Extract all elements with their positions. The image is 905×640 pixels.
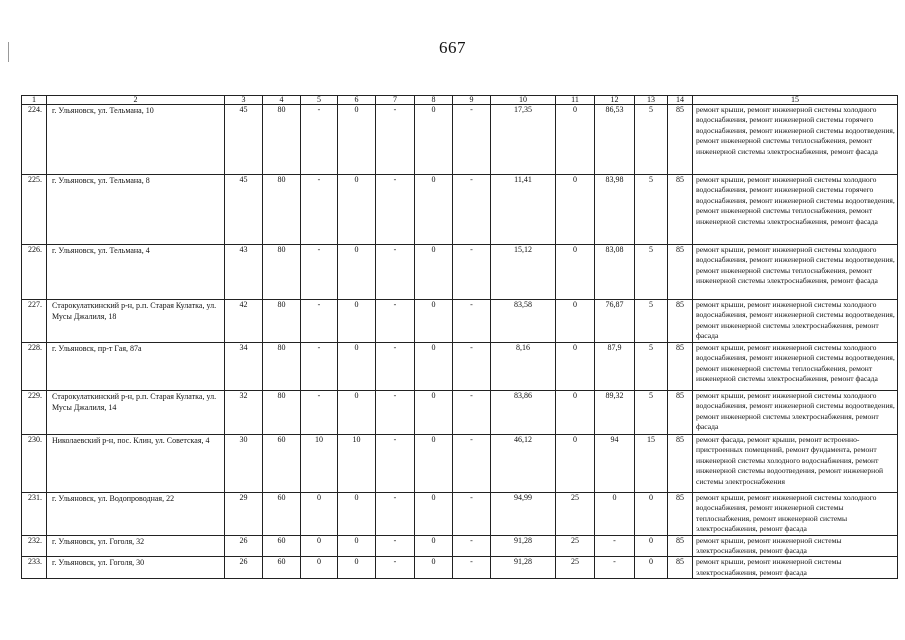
value-cell-col-7: - bbox=[376, 343, 415, 391]
value-cell-col-7: - bbox=[376, 245, 415, 300]
value-cell-col-7: - bbox=[376, 105, 415, 175]
value-cell-col-14: 85 bbox=[668, 175, 693, 245]
page-number: 667 bbox=[439, 38, 466, 57]
value-cell-col-13: 5 bbox=[635, 105, 668, 175]
works-cell: ремонт крыши, ремонт инженерной системы холодного водоснабжения, ремонт инженерной системы водоотведения, ремонт инженерной системы электроснабжения, ремонт фасада bbox=[693, 391, 898, 435]
value-cell-col-13: 0 bbox=[635, 493, 668, 536]
row-number-cell: 225. bbox=[22, 175, 47, 245]
value-cell-col-10: 83,58 bbox=[491, 300, 556, 343]
value-cell-col-13: 5 bbox=[635, 391, 668, 435]
value-cell-col-3: 43 bbox=[225, 245, 263, 300]
table-row bbox=[22, 493, 898, 536]
address-cell: г. Ульяновск, ул. Гоголя, 30 bbox=[47, 557, 225, 579]
table-row bbox=[22, 300, 898, 343]
value-cell-col-11: 25 bbox=[556, 535, 595, 557]
data-table bbox=[21, 95, 898, 579]
value-cell-col-14: 85 bbox=[668, 391, 693, 435]
value-cell-col-13: 0 bbox=[635, 557, 668, 579]
table-row bbox=[22, 175, 898, 245]
value-cell-col-5: - bbox=[301, 343, 338, 391]
value-cell-col-13: 5 bbox=[635, 300, 668, 343]
column-number-11: 11 bbox=[556, 96, 595, 105]
value-cell-col-6: 0 bbox=[338, 535, 376, 557]
table-row bbox=[22, 391, 898, 435]
works-cell: ремонт крыши, ремонт инженерной системы холодного водоснабжения, ремонт инженерной системы горячего водоснабжения, ремонт инженерной системы водоотведения, ремонт инженерной системы теплоснабжения, ремонт инженерной системы электроснабжения, ремонт фасада bbox=[693, 105, 898, 175]
value-cell-col-13: 5 bbox=[635, 343, 668, 391]
column-number-5: 5 bbox=[301, 96, 338, 105]
value-cell-col-10: 15,12 bbox=[491, 245, 556, 300]
table-row bbox=[22, 245, 898, 300]
address-cell: Старокулаткинский р-н, р.п. Старая Кулатка, ул. Мусы Джалиля, 14 bbox=[47, 391, 225, 435]
value-cell-col-9: - bbox=[453, 391, 491, 435]
value-cell-col-10: 83,86 bbox=[491, 391, 556, 435]
value-cell-col-5: 0 bbox=[301, 493, 338, 536]
value-cell-col-4: 80 bbox=[263, 245, 301, 300]
value-cell-col-6: 0 bbox=[338, 175, 376, 245]
value-cell-col-6: 0 bbox=[338, 343, 376, 391]
value-cell-col-8: 0 bbox=[415, 493, 453, 536]
value-cell-col-9: - bbox=[453, 300, 491, 343]
value-cell-col-14: 85 bbox=[668, 435, 693, 493]
value-cell-col-4: 80 bbox=[263, 105, 301, 175]
value-cell-col-12: 86,53 bbox=[595, 105, 635, 175]
address-cell: г. Ульяновск, пр-т Гая, 87а bbox=[47, 343, 225, 391]
address-cell: г. Ульяновск, ул. Гоголя, 32 bbox=[47, 535, 225, 557]
value-cell-col-12: 76,87 bbox=[595, 300, 635, 343]
value-cell-col-14: 85 bbox=[668, 493, 693, 536]
table-row bbox=[22, 105, 898, 175]
column-number-3: 3 bbox=[225, 96, 263, 105]
value-cell-col-14: 85 bbox=[668, 343, 693, 391]
value-cell-col-12: - bbox=[595, 557, 635, 579]
row-number-cell: 224. bbox=[22, 105, 47, 175]
value-cell-col-14: 85 bbox=[668, 535, 693, 557]
value-cell-col-5: - bbox=[301, 300, 338, 343]
column-number-14: 14 bbox=[668, 96, 693, 105]
value-cell-col-6: 0 bbox=[338, 105, 376, 175]
value-cell-col-4: 60 bbox=[263, 435, 301, 493]
value-cell-col-7: - bbox=[376, 300, 415, 343]
value-cell-col-4: 60 bbox=[263, 493, 301, 536]
value-cell-col-9: - bbox=[453, 557, 491, 579]
works-cell: ремонт крыши, ремонт инженерной системы холодного водоснабжения, ремонт инженерной системы теплоснабжения, ремонт инженерной системы электроснабжения, ремонт фасада bbox=[693, 493, 898, 536]
value-cell-col-12: 87,9 bbox=[595, 343, 635, 391]
table-row bbox=[22, 435, 898, 493]
column-number-2: 2 bbox=[47, 96, 225, 105]
value-cell-col-10: 17,35 bbox=[491, 105, 556, 175]
value-cell-col-10: 46,12 bbox=[491, 435, 556, 493]
value-cell-col-6: 0 bbox=[338, 557, 376, 579]
value-cell-col-13: 5 bbox=[635, 245, 668, 300]
value-cell-col-4: 80 bbox=[263, 343, 301, 391]
value-cell-col-12: 0 bbox=[595, 493, 635, 536]
value-cell-col-14: 85 bbox=[668, 245, 693, 300]
value-cell-col-11: 0 bbox=[556, 343, 595, 391]
table-row bbox=[22, 557, 898, 579]
value-cell-col-4: 60 bbox=[263, 535, 301, 557]
row-number-cell: 233. bbox=[22, 557, 47, 579]
value-cell-col-9: - bbox=[453, 175, 491, 245]
value-cell-col-7: - bbox=[376, 175, 415, 245]
column-number-9: 9 bbox=[453, 96, 491, 105]
value-cell-col-4: 80 bbox=[263, 175, 301, 245]
works-cell: ремонт крыши, ремонт инженерной системы холодного водоснабжения, ремонт инженерной системы горячего водоснабжения, ремонт инженерной системы водоотведения, ремонт инженерной системы теплоснабжения, ремонт инженерной системы электроснабжения, ремонт фасада bbox=[693, 175, 898, 245]
row-number-cell: 226. bbox=[22, 245, 47, 300]
value-cell-col-4: 80 bbox=[263, 300, 301, 343]
value-cell-col-3: 29 bbox=[225, 493, 263, 536]
row-number-cell: 230. bbox=[22, 435, 47, 493]
value-cell-col-8: 0 bbox=[415, 557, 453, 579]
value-cell-col-5: 0 bbox=[301, 557, 338, 579]
value-cell-col-5: - bbox=[301, 391, 338, 435]
value-cell-col-3: 45 bbox=[225, 105, 263, 175]
address-cell: Старокулаткинский р-н, р.п. Старая Кулатка, ул. Мусы Джалиля, 18 bbox=[47, 300, 225, 343]
value-cell-col-10: 8,16 bbox=[491, 343, 556, 391]
address-cell: г. Ульяновск, ул. Тельмана, 10 bbox=[47, 105, 225, 175]
value-cell-col-14: 85 bbox=[668, 557, 693, 579]
value-cell-col-8: 0 bbox=[415, 175, 453, 245]
row-number-cell: 227. bbox=[22, 300, 47, 343]
column-number-6: 6 bbox=[338, 96, 376, 105]
address-cell: Николаевский р-н, пос. Клин, ул. Советская, 4 bbox=[47, 435, 225, 493]
value-cell-col-7: - bbox=[376, 493, 415, 536]
value-cell-col-3: 26 bbox=[225, 535, 263, 557]
value-cell-col-12: 83,98 bbox=[595, 175, 635, 245]
value-cell-col-13: 15 bbox=[635, 435, 668, 493]
value-cell-col-12: 83,08 bbox=[595, 245, 635, 300]
column-number-12: 12 bbox=[595, 96, 635, 105]
value-cell-col-12: 89,32 bbox=[595, 391, 635, 435]
value-cell-col-6: 0 bbox=[338, 300, 376, 343]
row-number-cell: 231. bbox=[22, 493, 47, 536]
row-number-cell: 232. bbox=[22, 535, 47, 557]
works-cell: ремонт фасада, ремонт крыши, ремонт встроенно-пристроенных помещений, ремонт фундамента, ремонт инженерной системы холодного водоснабжения, ремонт инженерной системы водоотведения, ремонт инженерной системы электроснабжения bbox=[693, 435, 898, 493]
column-number-7: 7 bbox=[376, 96, 415, 105]
value-cell-col-9: - bbox=[453, 493, 491, 536]
row-number-cell: 228. bbox=[22, 343, 47, 391]
works-cell: ремонт крыши, ремонт инженерной системы электроснабжения, ремонт фасада bbox=[693, 535, 898, 557]
value-cell-col-11: 25 bbox=[556, 557, 595, 579]
value-cell-col-12: - bbox=[595, 535, 635, 557]
address-cell: г. Ульяновск, ул. Тельмана, 8 bbox=[47, 175, 225, 245]
value-cell-col-7: - bbox=[376, 435, 415, 493]
column-number-4: 4 bbox=[263, 96, 301, 105]
value-cell-col-4: 60 bbox=[263, 557, 301, 579]
column-number-13: 13 bbox=[635, 96, 668, 105]
value-cell-col-7: - bbox=[376, 557, 415, 579]
value-cell-col-10: 11,41 bbox=[491, 175, 556, 245]
value-cell-col-13: 5 bbox=[635, 175, 668, 245]
value-cell-col-11: 25 bbox=[556, 493, 595, 536]
value-cell-col-3: 45 bbox=[225, 175, 263, 245]
value-cell-col-5: - bbox=[301, 105, 338, 175]
value-cell-col-5: 10 bbox=[301, 435, 338, 493]
value-cell-col-3: 34 bbox=[225, 343, 263, 391]
works-cell: ремонт крыши, ремонт инженерной системы холодного водоснабжения, ремонт инженерной системы водоотведения, ремонт инженерной системы теплоснабжения, ремонт инженерной системы электроснабжения, ремонт фасада bbox=[693, 343, 898, 391]
value-cell-col-3: 30 bbox=[225, 435, 263, 493]
value-cell-col-8: 0 bbox=[415, 105, 453, 175]
value-cell-col-11: 0 bbox=[556, 175, 595, 245]
value-cell-col-8: 0 bbox=[415, 435, 453, 493]
row-number-cell: 229. bbox=[22, 391, 47, 435]
value-cell-col-6: 10 bbox=[338, 435, 376, 493]
works-cell: ремонт крыши, ремонт инженерной системы электроснабжения, ремонт фасада bbox=[693, 557, 898, 579]
value-cell-col-6: 0 bbox=[338, 245, 376, 300]
value-cell-col-3: 26 bbox=[225, 557, 263, 579]
value-cell-col-6: 0 bbox=[338, 391, 376, 435]
value-cell-col-9: - bbox=[453, 343, 491, 391]
value-cell-col-14: 85 bbox=[668, 300, 693, 343]
value-cell-col-5: - bbox=[301, 175, 338, 245]
value-cell-col-7: - bbox=[376, 391, 415, 435]
column-number-row bbox=[22, 96, 898, 105]
table-row bbox=[22, 343, 898, 391]
value-cell-col-12: 94 bbox=[595, 435, 635, 493]
value-cell-col-10: 94,99 bbox=[491, 493, 556, 536]
works-cell: ремонт крыши, ремонт инженерной системы холодного водоснабжения, ремонт инженерной системы водоотведения, ремонт инженерной системы электроснабжения, ремонт фасада bbox=[693, 300, 898, 343]
value-cell-col-13: 0 bbox=[635, 535, 668, 557]
column-number-8: 8 bbox=[415, 96, 453, 105]
value-cell-col-5: 0 bbox=[301, 535, 338, 557]
value-cell-col-7: - bbox=[376, 535, 415, 557]
value-cell-col-14: 85 bbox=[668, 105, 693, 175]
value-cell-col-6: 0 bbox=[338, 493, 376, 536]
column-number-1: 1 bbox=[22, 96, 47, 105]
value-cell-col-8: 0 bbox=[415, 535, 453, 557]
value-cell-col-9: - bbox=[453, 105, 491, 175]
value-cell-col-3: 42 bbox=[225, 300, 263, 343]
works-cell: ремонт крыши, ремонт инженерной системы холодного водоснабжения, ремонт инженерной системы водоотведения, ремонт инженерной системы теплоснабжения, ремонт инженерной системы электроснабжения, ремонт фасада bbox=[693, 245, 898, 300]
value-cell-col-3: 32 bbox=[225, 391, 263, 435]
value-cell-col-9: - bbox=[453, 245, 491, 300]
value-cell-col-4: 80 bbox=[263, 391, 301, 435]
value-cell-col-8: 0 bbox=[415, 245, 453, 300]
column-number-10: 10 bbox=[491, 96, 556, 105]
value-cell-col-9: - bbox=[453, 535, 491, 557]
value-cell-col-11: 0 bbox=[556, 391, 595, 435]
value-cell-col-11: 0 bbox=[556, 300, 595, 343]
address-cell: г. Ульяновск, ул. Водопроводная, 22 bbox=[47, 493, 225, 536]
value-cell-col-8: 0 bbox=[415, 391, 453, 435]
value-cell-col-8: 0 bbox=[415, 300, 453, 343]
address-cell: г. Ульяновск, ул. Тельмана, 4 bbox=[47, 245, 225, 300]
value-cell-col-11: 0 bbox=[556, 245, 595, 300]
value-cell-col-10: 91,28 bbox=[491, 557, 556, 579]
value-cell-col-5: - bbox=[301, 245, 338, 300]
value-cell-col-10: 91,28 bbox=[491, 535, 556, 557]
table-row bbox=[22, 535, 898, 557]
value-cell-col-9: - bbox=[453, 435, 491, 493]
column-number-15: 15 bbox=[693, 96, 898, 105]
value-cell-col-11: 0 bbox=[556, 435, 595, 493]
value-cell-col-8: 0 bbox=[415, 343, 453, 391]
value-cell-col-11: 0 bbox=[556, 105, 595, 175]
